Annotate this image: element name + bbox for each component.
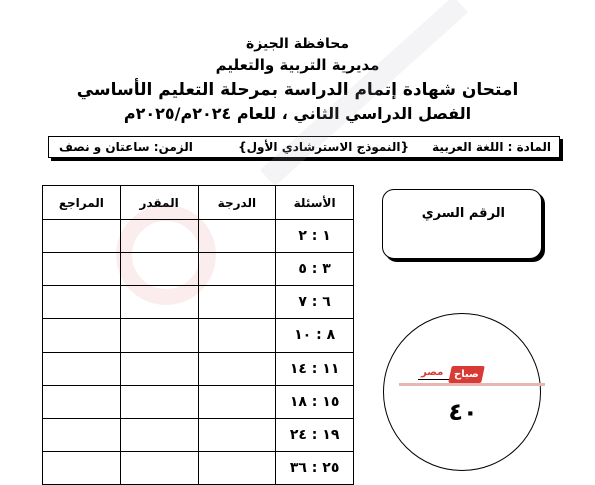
questions-cell: ١٥ : ١٨	[276, 385, 354, 418]
table-row	[43, 352, 354, 385]
total-score-circle	[383, 313, 541, 471]
grade-cell[interactable]	[198, 385, 276, 418]
grade-cell[interactable]	[198, 286, 276, 319]
watermark-text: مصر	[421, 367, 444, 378]
total-score-value: ٤٠	[448, 398, 478, 426]
table-row	[43, 451, 354, 484]
table-row	[43, 418, 354, 451]
reviewer-cell[interactable]	[43, 418, 121, 451]
table-header-row	[43, 186, 354, 220]
grade-cell[interactable]	[198, 319, 276, 352]
subject-label: المادة : اللغة العربية	[432, 140, 551, 154]
grade-cell[interactable]	[198, 352, 276, 385]
exam-title: امتحان شهادة إتمام الدراسة بمرحلة التعليم الأساسي	[76, 80, 519, 100]
header-assessor: المقدر	[120, 186, 198, 220]
table-row	[43, 253, 354, 286]
term-heading: الفصل الدراسي الثاني ، للعام ٢٠٢٤م/٢٠٢٥م	[123, 104, 472, 123]
reviewer-cell[interactable]	[43, 253, 121, 286]
table-row	[43, 220, 354, 253]
assessor-cell[interactable]	[120, 286, 198, 319]
assessor-cell[interactable]	[120, 319, 198, 352]
reviewer-cell[interactable]	[43, 319, 121, 352]
governorate-heading: محافظة الجيزة	[245, 36, 350, 52]
grades-table	[42, 185, 354, 485]
time-label: الزمن: ساعتان و نصف	[59, 140, 193, 154]
grade-cell[interactable]	[198, 220, 276, 253]
assessor-cell[interactable]	[120, 418, 198, 451]
table-row	[43, 385, 354, 418]
watermark-badge-label: صباح	[454, 369, 479, 380]
table-row	[43, 286, 354, 319]
reviewer-cell[interactable]	[43, 220, 121, 253]
reviewer-cell[interactable]	[43, 352, 121, 385]
header-reviewer: المراجع	[43, 186, 121, 220]
reviewer-cell[interactable]	[43, 451, 121, 484]
assessor-cell[interactable]	[120, 385, 198, 418]
table-row	[43, 319, 354, 352]
assessor-cell[interactable]	[120, 220, 198, 253]
assessor-cell[interactable]	[120, 253, 198, 286]
secret-number-box[interactable]	[382, 189, 542, 259]
questions-cell: ١٩ : ٢٤	[276, 418, 354, 451]
questions-cell: ٣ : ٥	[276, 253, 354, 286]
grade-cell[interactable]	[198, 451, 276, 484]
grade-cell[interactable]	[198, 418, 276, 451]
questions-cell: ١١ : ١٤	[276, 352, 354, 385]
questions-cell: ١ : ٢	[276, 220, 354, 253]
model-label: {النموذج الاسترشادي الأول}	[238, 140, 409, 154]
questions-cell: ٨ : ١٠	[276, 319, 354, 352]
assessor-cell[interactable]	[120, 352, 198, 385]
secret-number-label: الرقم السري	[421, 206, 505, 221]
grade-cell[interactable]	[198, 253, 276, 286]
reviewer-cell[interactable]	[43, 286, 121, 319]
score-blank-line[interactable]	[418, 379, 452, 380]
questions-cell: ٢٥ : ٣٦	[276, 451, 354, 484]
reviewer-cell[interactable]	[43, 385, 121, 418]
watermark-bar	[399, 383, 545, 386]
directorate-heading: مديرية التربية والتعليم	[215, 56, 380, 74]
watermark-badge	[448, 366, 484, 383]
header-grade: الدرجة	[198, 186, 276, 220]
questions-cell: ٦ : ٧	[276, 286, 354, 319]
assessor-cell[interactable]	[120, 451, 198, 484]
exam-info-box	[48, 136, 560, 158]
header-questions: الأسئلة	[276, 186, 354, 220]
